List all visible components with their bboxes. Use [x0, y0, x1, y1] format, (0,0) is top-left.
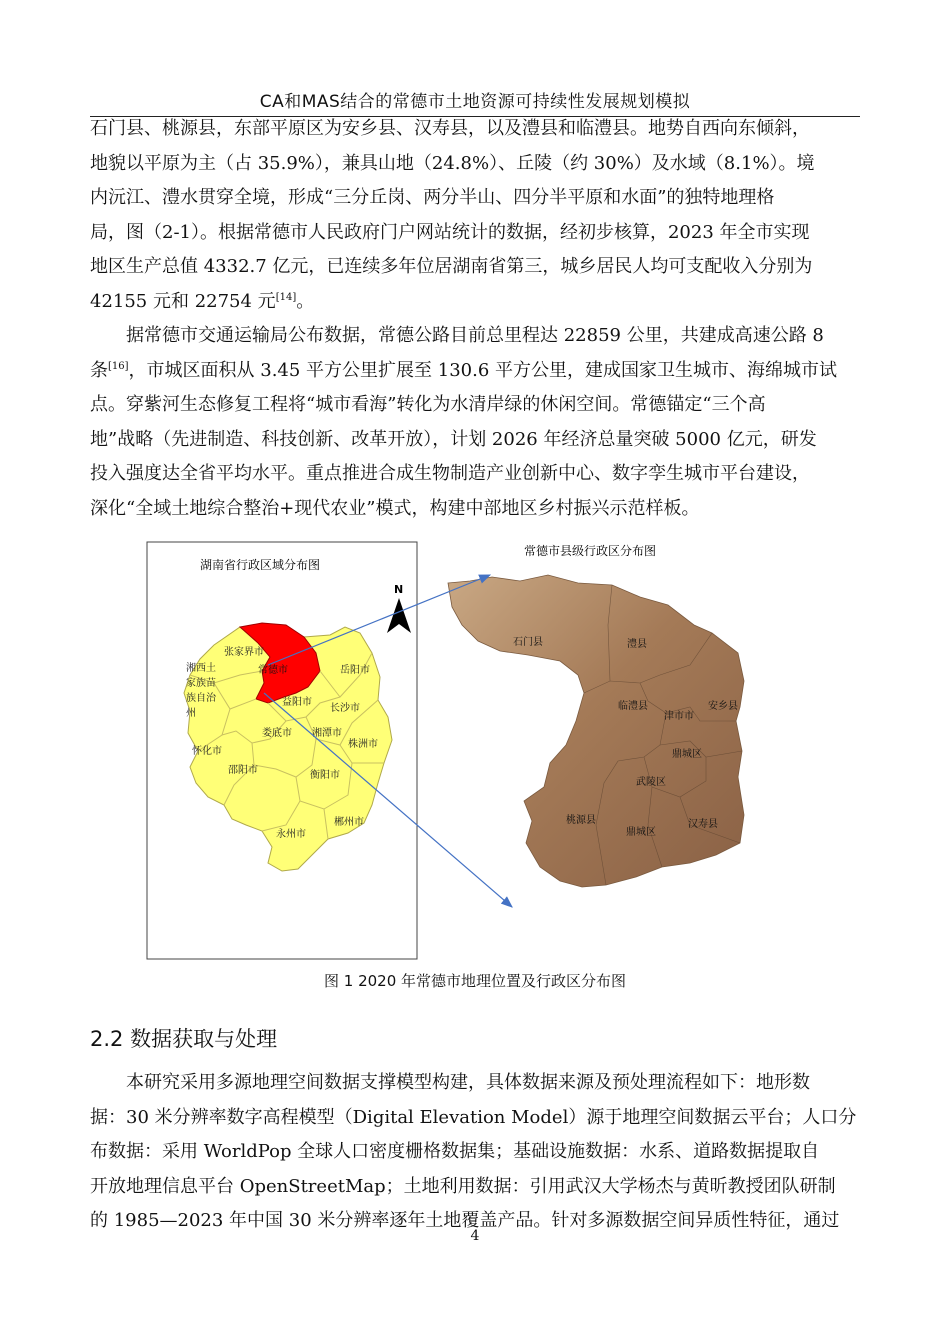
- left-map-title: 湖南省行政区域分布图: [200, 558, 321, 572]
- page-number: 4: [470, 1228, 480, 1244]
- text-line: 据常德市交通运输局公布数据，常德公路目前总里程达 22859 公里，共建成高速公路 8: [126, 325, 824, 346]
- label-yiyang: 益阳市: [282, 697, 312, 708]
- label-xiangxi-4: 州: [186, 708, 196, 719]
- paragraph-3: [90, 1066, 860, 1239]
- label-changde: 常德市: [258, 665, 288, 676]
- label-xiangxi-3: 族自治: [186, 693, 216, 704]
- text-line: ，市城区面积从 3.45 平方公里扩展至 130.6 平方公里，建成国家卫生城市、海绵城市试: [128, 359, 838, 381]
- changde-county-map: [448, 575, 744, 887]
- label-wuling: 武陵区: [636, 777, 666, 788]
- citation-ref[interactable]: [16]: [108, 360, 129, 372]
- citation-ref[interactable]: [14]: [275, 291, 297, 303]
- text-line: 。: [296, 290, 315, 312]
- label-changsha: 长沙市: [330, 703, 360, 714]
- label-shimen: 石门县: [513, 637, 543, 648]
- label-xiangtan: 湘潭市: [312, 728, 342, 739]
- text-line: 据：30 米分辨率数字高程模型（Digital Elevation Model）源于地理空间数据云平台；人口分: [90, 1106, 857, 1128]
- label-loudi: 娄底市: [262, 728, 292, 739]
- label-lixian: 澧县: [627, 639, 647, 650]
- paragraph-2: [90, 319, 860, 526]
- figure-svg: [0, 525, 950, 975]
- text-line: 点。穿紫河生态修复工程将“城市看海”转化为水清岸绿的休闲空间。常德锚定“三个高: [90, 394, 766, 415]
- text-line: 内沅江、澧水贯穿全境，形成“三分丘岗、两分半山、四分半平原和水面”的独特地理格: [90, 187, 775, 208]
- text-line: 的 1985—2023 年中国 30 米分辨率逐年土地覆盖产品。针对多源数据空间异质性特征，通过: [90, 1210, 840, 1231]
- text-line: 局，图（2-1）。根据常德市人民政府门户网站统计的数据，经初步核算，2023 年全市实现: [90, 221, 810, 243]
- label-zhangjiajie: 张家界市: [224, 647, 264, 658]
- text-line: 条: [90, 359, 108, 381]
- text-line: 石门县、桃源县，东部平原区为安乡县、汉寿县，以及澧县和临澧县。地势自西向东倾斜，: [90, 118, 810, 139]
- north-label: N: [394, 583, 404, 596]
- paragraph-1: [90, 112, 860, 319]
- body-text-top: [90, 112, 860, 526]
- text-line: 地区生产总值 4332.7 亿元，已连续多年位居湖南省第三，城乡居民人均可支配收入分别为: [90, 256, 813, 277]
- section-heading: 2.2 数据获取与处理: [90, 1027, 278, 1051]
- figure-location-map: [0, 525, 950, 975]
- figure-caption: 图 1 2020 年常德市地理位置及行政区分布图: [323, 972, 627, 990]
- label-yueyang: 岳阳市: [340, 665, 370, 676]
- text-line: 开放地理信息平台 OpenStreetMap；土地利用数据：引用武汉大学杨杰与黄昕教授团队研制: [90, 1175, 836, 1197]
- label-chenzhou: 郴州市: [334, 817, 364, 828]
- label-linli: 临澧县: [618, 701, 648, 712]
- running-header: CA和MAS结合的常德市土地资源可持续性发展规划模拟: [90, 88, 860, 117]
- text-line: 本研究采用多源地理空间数据支撑模型构建，具体数据来源及预处理流程如下：地形数: [126, 1072, 810, 1093]
- label-yongzhou: 永州市: [276, 829, 306, 840]
- right-map-title: 常德市县级行政区分布图: [524, 544, 657, 558]
- label-anxiang: 安乡县: [708, 701, 738, 712]
- text-line: 深化“全域土地综合整治+现代农业”模式，构建中部地区乡村振兴示范样板。: [90, 497, 700, 519]
- text-line: 42155 元和 22754 元: [90, 290, 276, 312]
- label-taoyuan: 桃源县: [566, 815, 596, 826]
- label-shaoyang: 邵阳市: [228, 765, 258, 776]
- text-line: 投入强度达全省平均水平。重点推进合成生物制造产业创新中心、数字孪生城市平台建设，: [90, 463, 810, 484]
- label-xiangxi-1: 湘西土: [186, 663, 216, 674]
- text-line: 地”战略（先进制造、科技创新、改革开放），计划 2026 年经济总量突破 5000 亿元，研发: [90, 428, 817, 450]
- label-jinshi: 津市市: [664, 711, 694, 722]
- label-dingcheng-2: 鼎城区: [626, 827, 656, 838]
- label-hengyang: 衡阳市: [310, 770, 340, 781]
- label-dingcheng-1: 鼎城区: [672, 749, 702, 760]
- label-huaihua: 怀化市: [192, 746, 222, 757]
- label-hanshou: 汉寿县: [688, 819, 718, 830]
- body-text-bottom: [90, 1066, 860, 1239]
- label-zhuzhou: 株洲市: [348, 739, 378, 750]
- text-line: 布数据：采用 WorldPop 全球人口密度栅格数据集；基础设施数据：水系、道路数据提取自: [90, 1141, 820, 1162]
- text-line: 地貌以平原为主（占 35.9%），兼具山地（24.8%）、丘陵（约 30%）及水域（8.1%）。境: [90, 152, 815, 174]
- label-xiangxi-2: 家族苗: [186, 678, 216, 689]
